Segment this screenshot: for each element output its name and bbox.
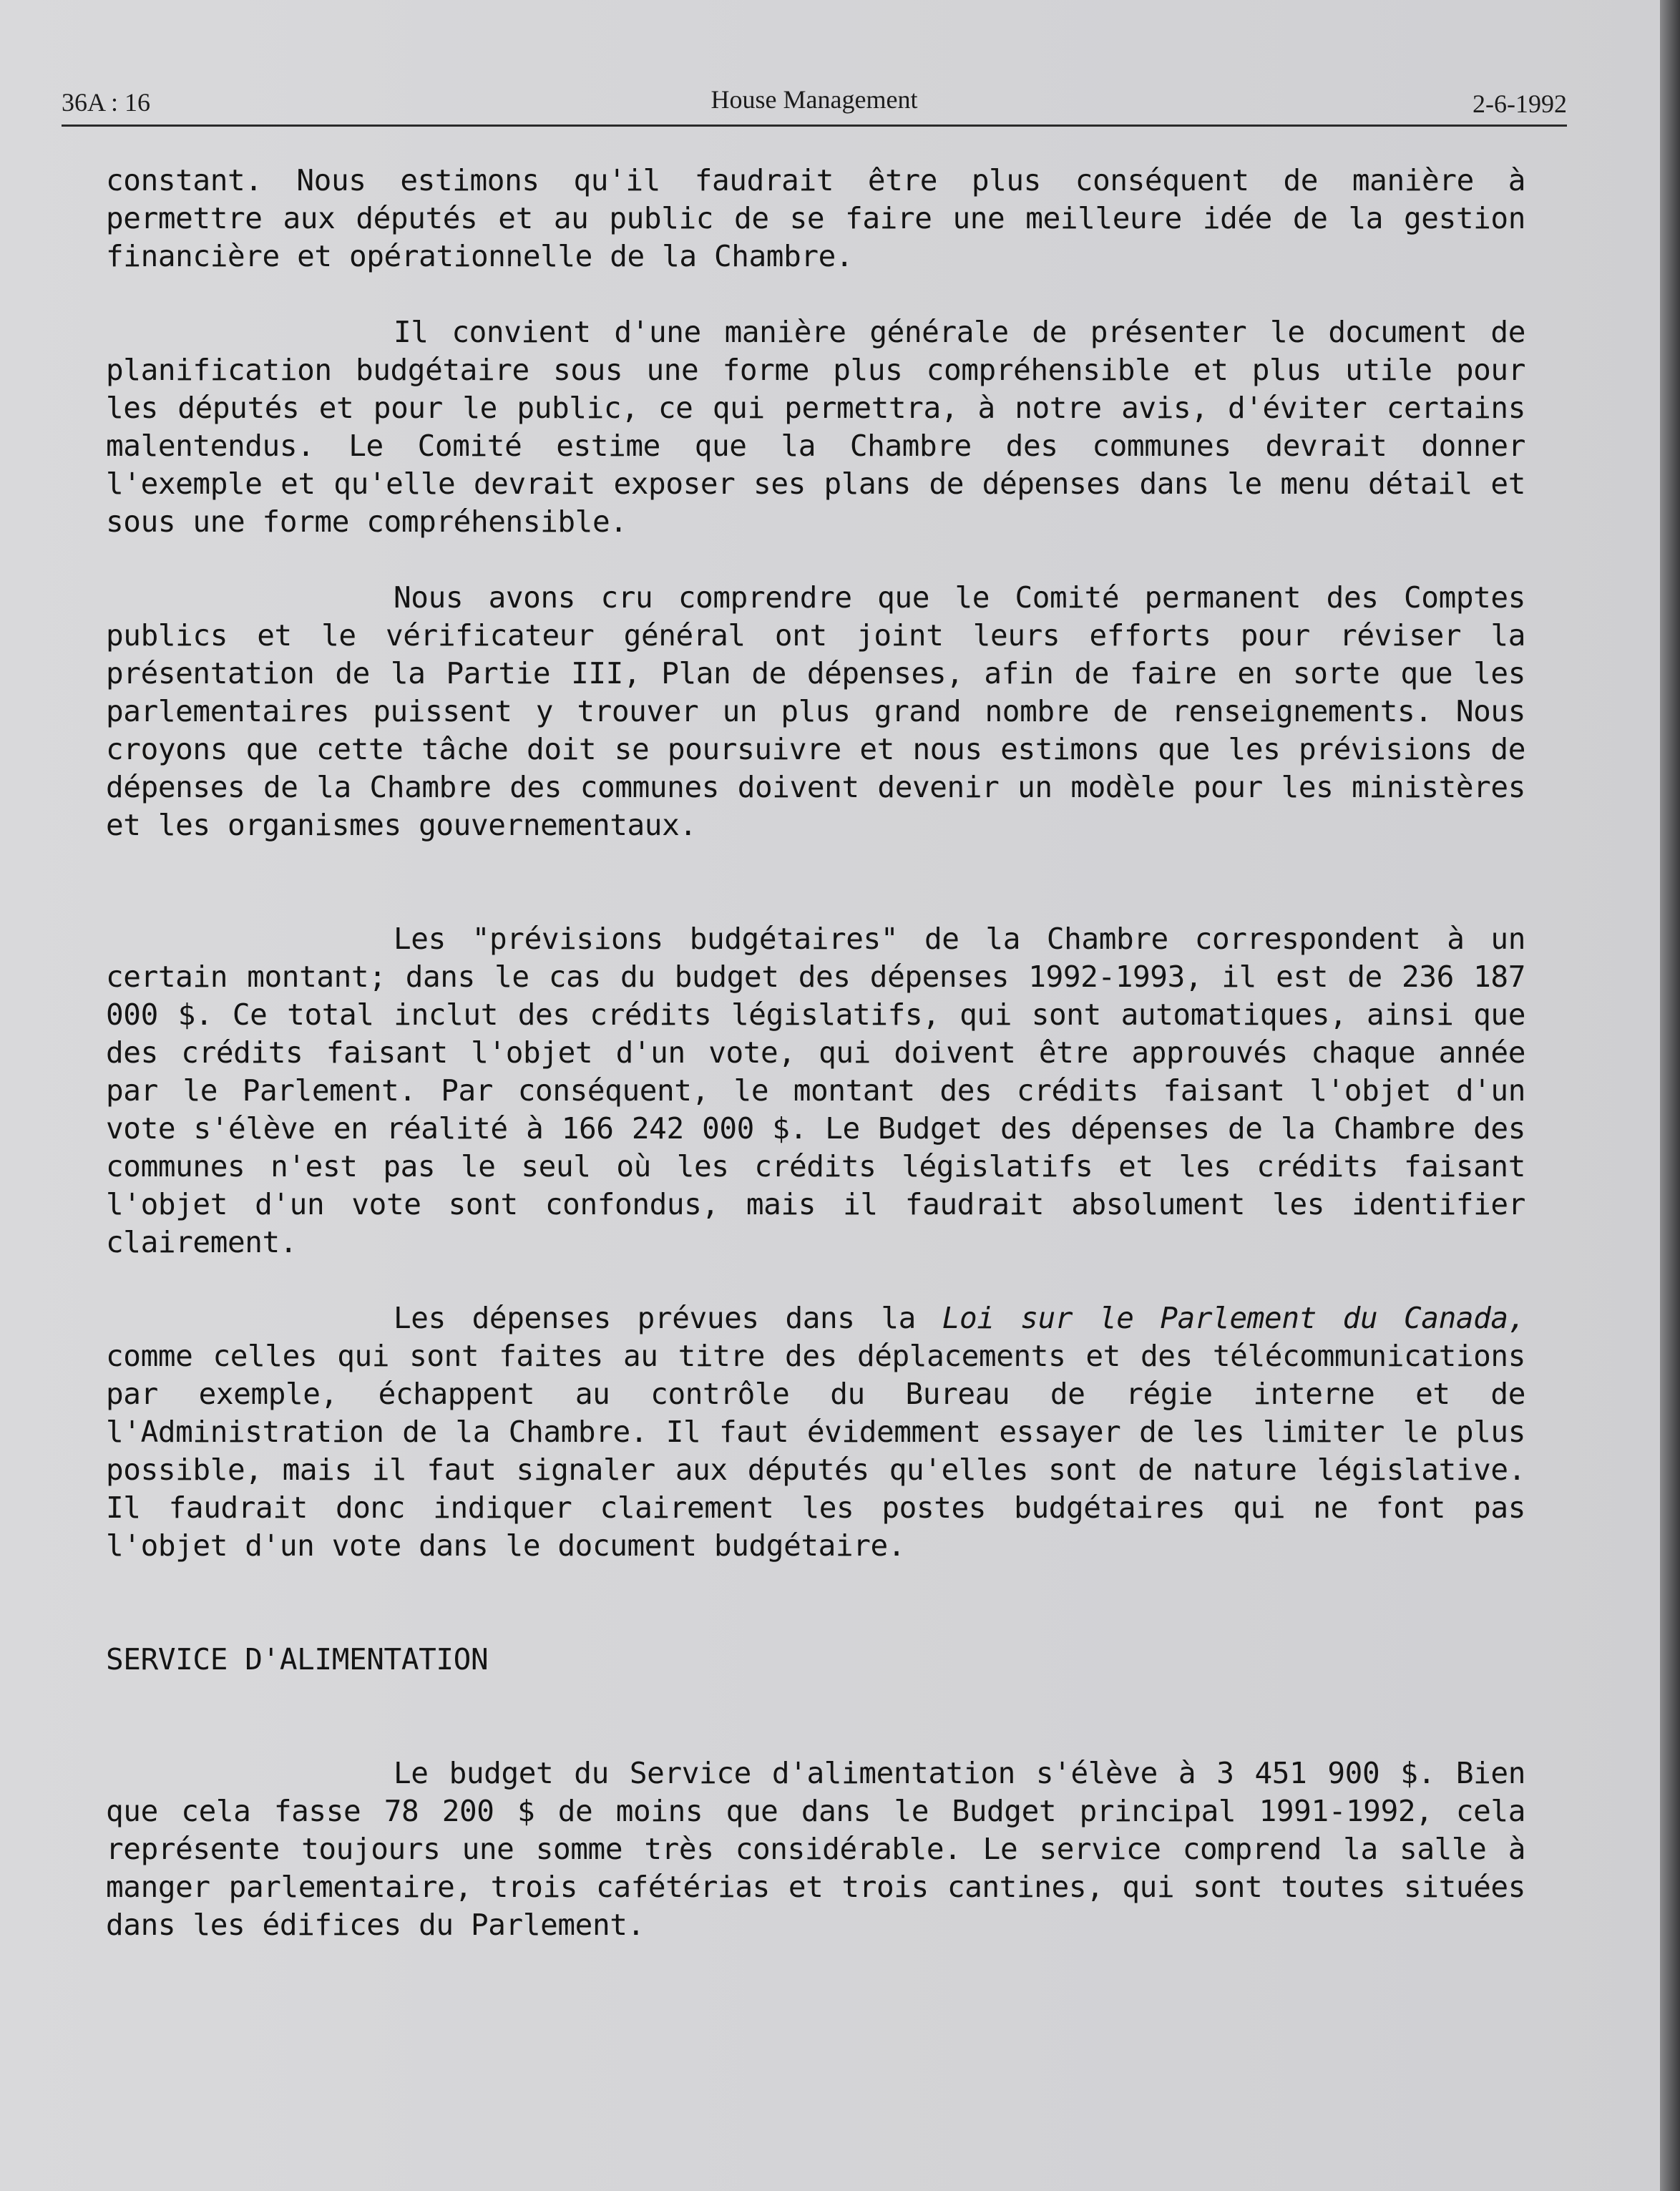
page-number: 36A : 16: [62, 88, 151, 117]
paragraph-1: constant. Nous estimons qu'il faudrait être plus conséquent de manière à permettre aux députés et au public de se faire une meilleure idée de la gestion financière et opérationnelle de la Chambre.: [106, 163, 1525, 273]
paragraph-4: Les "prévisions budgétaires" de la Chambre correspondent à un certain montant; dans le cas du budget des dépenses 1992-1993, il est de 236 187 000 $. Ce total inclut des crédits législatifs, qui sont automatiques, ainsi que des crédits faisant l'objet d'un vote, qui doivent être approuvés chaque année par le Parlement. Par conséquent, le montant des crédits faisant l'objet d'un vote s'élève en réalité à 166 242 000 $. Le Budget des dépenses de la Chambre des communes n'est pas le seul où les crédits législatifs et les crédits faisant l'objet d'un vote sont confondus, mais il faudrait absolument les identifier clairement.: [106, 922, 1525, 1259]
paragraph-5-rest: comme celles qui sont faites au titre des déplacements et des télécommunications par exemple, échappent au contrôle du Bureau de régie interne et de l'Administration de la Chambre. Il faut évidemment essayer de les limiter le plus possible, mais il faut signaler aux députés qu'elles sont de nature législative. Il faudrait donc indiquer clairement les postes budgétaires qui ne font pas l'objet d'un vote dans le document budgétaire.: [106, 1339, 1525, 1563]
page-date: 2-6-1992: [1473, 89, 1567, 118]
page-edge-shadow: [1660, 0, 1680, 2191]
act-title: Loi sur le Parlement du Canada,: [942, 1301, 1525, 1335]
paragraph-5: [106, 1299, 1525, 1565]
body-text: [106, 162, 1525, 1982]
page-header: [62, 79, 1567, 127]
paragraph-6: Le budget du Service d'alimentation s'élève à 3 451 900 $. Bien que cela fasse 78 200 $ de moins que dans le Budget principal 1991-1992, cela représente toujours une somme très considérable. Le service comprend la salle à manger parlementaire, trois cafétérias et trois cantines, qui sont toutes situées dans les édifices du Parlement.: [106, 1756, 1525, 1942]
running-title: House Management: [710, 85, 918, 114]
paragraph-2: Il convient d'une manière générale de présenter le document de planification budgétaire sous une forme plus compréhensible et plus utile pour les députés et pour le public, ce qui permettra, à notre avis, d'éviter certains malentendus. Le Comité estime que la Chambre des communes devrait donner l'exemple et qu'elle devrait exposer ses plans de dépenses dans le menu détail et sous une forme compréhensible.: [106, 315, 1525, 539]
paragraph-3: Nous avons cru comprendre que le Comité permanent des Comptes publics et le vérificateur général ont joint leurs efforts pour réviser la présentation de la Partie III, Plan de dépenses, afin de faire en sorte que les parlementaires puissent y trouver un plus grand nombre de renseignements. Nous croyons que cette tâche doit se poursuivre et nous estimons que les prévisions de dépenses de la Chambre des communes doivent devenir un modèle pour les ministères et les organismes gouvernementaux.: [106, 580, 1525, 842]
paragraph-5-start: Les dépenses prévues dans la: [394, 1301, 942, 1335]
section-heading: SERVICE D'ALIMENTATION: [106, 1642, 489, 1677]
